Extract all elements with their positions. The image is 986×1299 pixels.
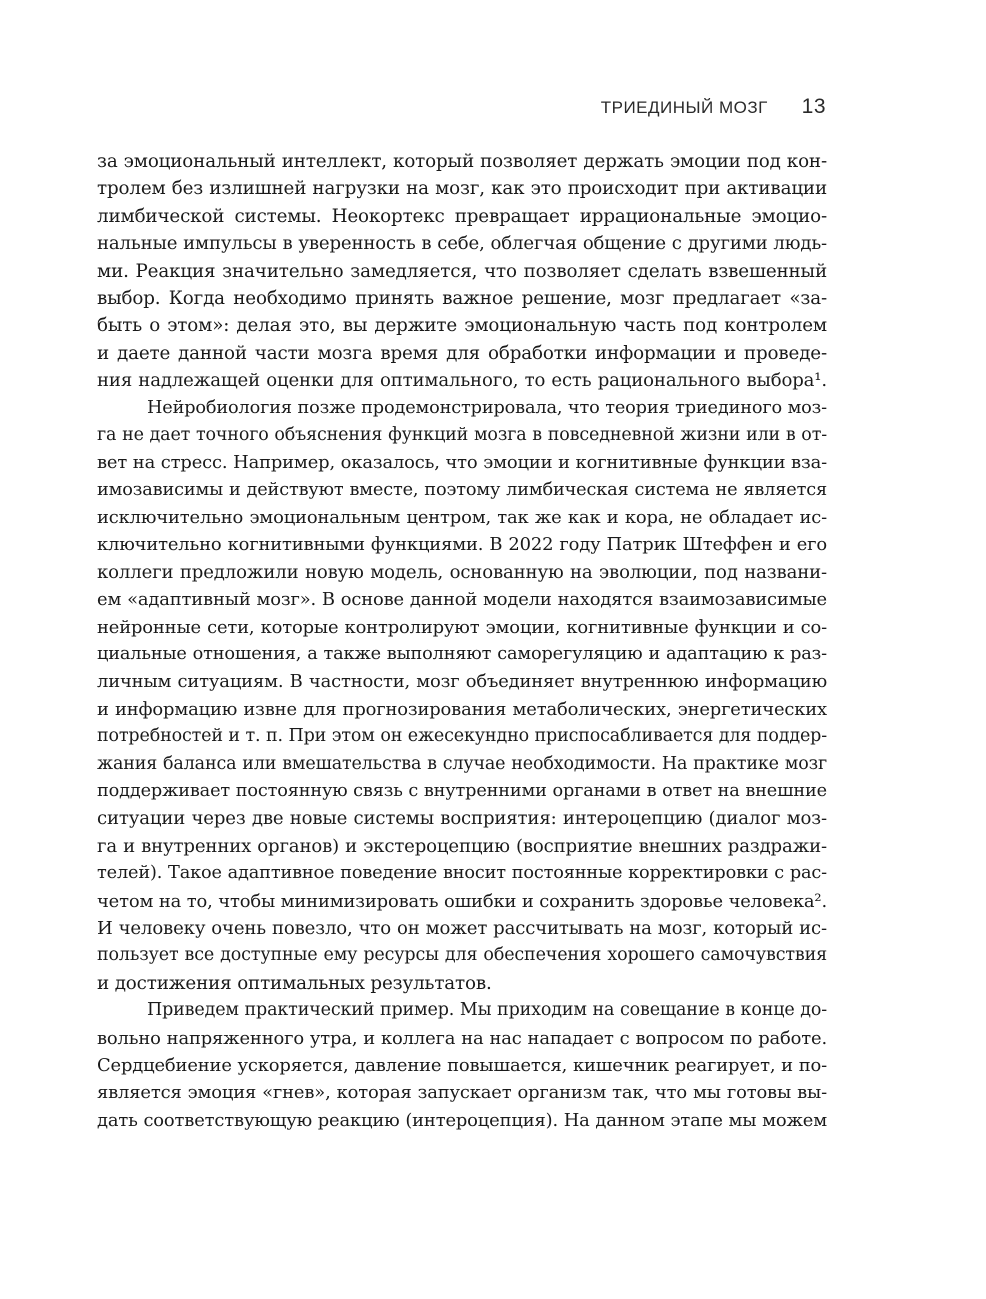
body-text (97, 148, 827, 1134)
text-line: га и внутренних органов) и экстероцепцию (восприятие внешних раздражи- (97, 835, 827, 857)
text-line: и даете данной части мозга время для обработки информации и проведе- (97, 342, 827, 364)
text-line: четом на то, чтобы минимизировать ошибки и сохранить здоровье человека². (97, 890, 827, 912)
text-line: Приведем практический пример. Мы приходим на совещание в конце до- (147, 1000, 827, 1021)
text-line: лимбической системы. Неокортекс превращает иррациональные эмоцио- (97, 205, 827, 227)
text-line: дать соответствующую реакцию (интероцепция). На данном этапе мы можем (97, 1109, 827, 1131)
text-line: пользует все доступные ему ресурсы для обеспечения хорошего самочувствия (97, 945, 827, 966)
text-line: исключительно эмоциональным центром, так же как и кора, не обладает ис- (97, 507, 827, 529)
text-line: коллеги предложили новую модель, основанную на эволюции, под названи- (97, 561, 827, 583)
text-line: циальные отношения, а также выполняют саморегуляцию и адаптацию к раз- (97, 644, 827, 665)
text-line: ния надлежащей оценки для оптимального, то есть рационального выбора¹. (97, 370, 827, 392)
text-line: Сердцебиение ускоряется, давление повышается, кишечник реагирует, и по- (97, 1054, 827, 1076)
text-line: выбор. Когда необходимо принять важное решение, мозг предлагает «за- (97, 287, 827, 309)
text-line: тролем без излишней нагрузки на мозг, как это происходит при активации (97, 178, 827, 200)
text-line: потребностей и т. п. При этом он ежесекундно приспосабливается для поддер- (97, 726, 827, 747)
text-line: Нейробиология позже продемонстрировала, что теория триединого моз- (147, 397, 827, 418)
text-line: вольно напряженного утра, и коллега на нас нападает с вопросом по работе. (97, 1027, 827, 1049)
text-line: личным ситуациям. В частности, мозг объединяет внутреннюю информацию (97, 671, 827, 693)
text-line: нальные импульсы в уверенность в себе, облегчая общение с другими людь- (97, 233, 827, 255)
chapter-title: ТРИЕДИНЫЙ МОЗГ (600, 98, 768, 117)
text-line: и достижения оптимальных результатов. (97, 972, 492, 994)
text-line: га не дает точного объяснения функций мозга в повседневной жизни или в от- (97, 424, 827, 445)
text-line: является эмоция «гнев», которая запускает организм так, что мы готовы вы- (97, 1082, 827, 1104)
text-line: имозависимы и действуют вместе, поэтому лимбическая система не является (97, 479, 827, 500)
text-line: И человеку очень повезло, что он может рассчитывать на мозг, который ис- (97, 917, 827, 939)
text-line: и информацию извне для прогнозирования метаболических, энергетических (97, 698, 827, 720)
text-line: ми. Реакция значительно замедляется, что позволяет сделать взвешенный (97, 260, 827, 282)
text-line: быть о этом»: делая это, вы держите эмоциональную часть под контролем (97, 315, 827, 337)
running-header (601, 95, 826, 119)
text-line: ситуации через две новые системы восприятия: интероцепцию (диалог моз- (97, 808, 827, 830)
text-line: ем «адаптивный мозг». В основе данной модели находятся взаимозависимые (97, 589, 827, 611)
text-line: поддерживает постоянную связь с внутренними органами в ответ на внешние (97, 780, 827, 801)
paragraph (97, 997, 827, 1134)
paragraph (97, 148, 827, 395)
text-line: ключительно когнитивными функциями. В 2022 году Патрик Штеффен и его (97, 534, 827, 556)
page-number: 13 (801, 95, 826, 118)
text-line: вет на стресс. Например, оказалось, что эмоции и когнитивные функции вза- (97, 452, 827, 474)
paragraph (97, 395, 827, 998)
text-line: телей). Такое адаптивное поведение вносит постоянные корректировки с рас- (97, 863, 827, 884)
text-line: жания баланса или вмешательства в случае необходимости. На практике мозг (97, 753, 827, 774)
text-line: за эмоциональный интеллект, который позволяет держать эмоции под кон- (97, 151, 827, 172)
text-line: нейронные сети, которые контролируют эмоции, когнитивные функции и со- (97, 616, 827, 638)
